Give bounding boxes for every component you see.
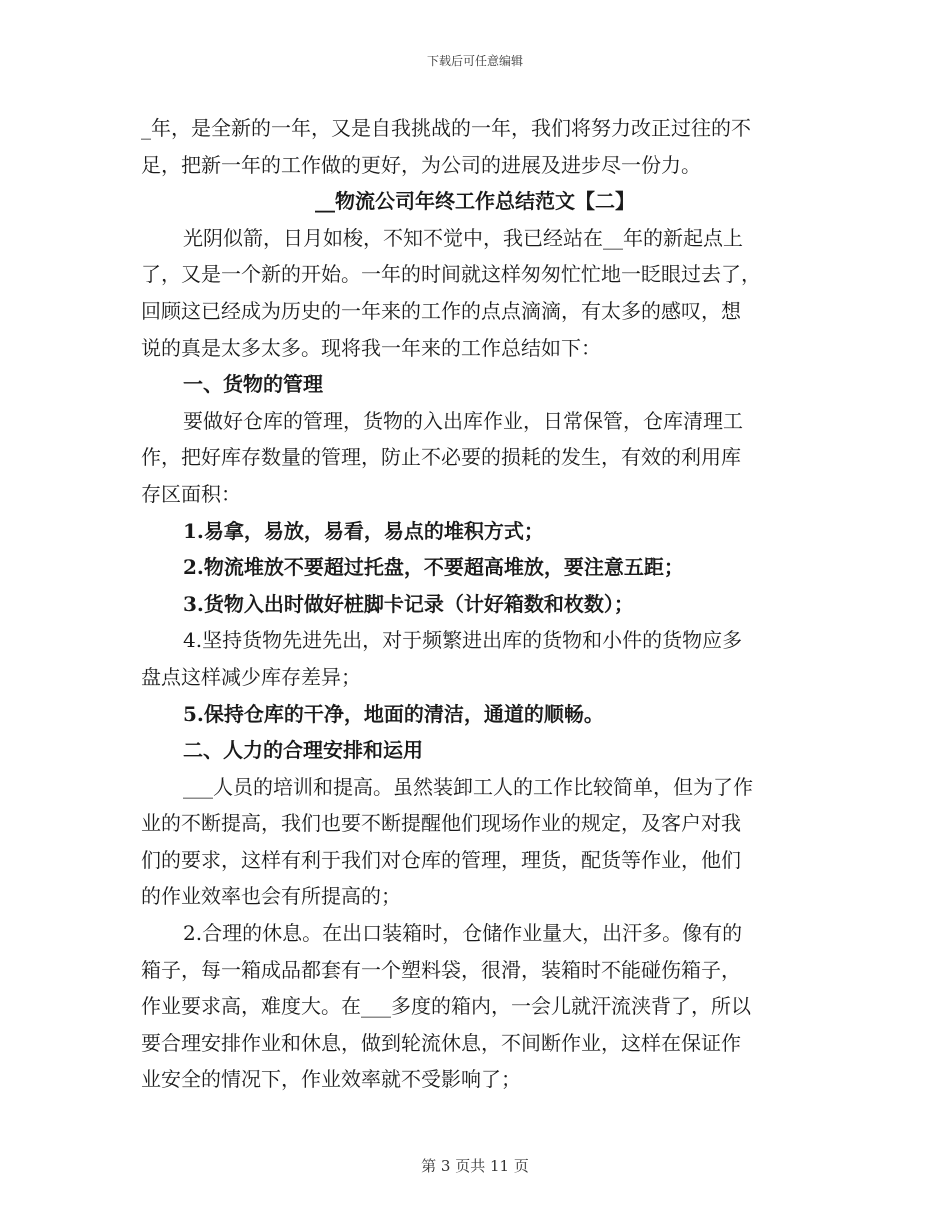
text-line: 回顾这已经成为历史的一年来的工作的点点滴滴，有太多的感叹，想 [141,298,741,323]
text-line: 光阴似箭，日月如梭，不知不觉中，我已经站在__年的新起点上 [183,225,743,250]
text-line: 的作业效率也会有所提高的； [141,884,401,909]
list-item: 3.货物入出时做好桩脚卡记录（计好箱数和枚数）； [183,591,634,616]
section-title: __物流公司年终工作总结范文【二】 [315,189,635,214]
section-heading: 一、货物的管理 [183,372,323,397]
text-line: 说的真是太多太多。现将我一年来的工作总结如下： [141,335,601,360]
list-item: 2.合理的休息。在出口装箱时，仓储作业量大，出汗多。像有的 [183,921,743,946]
text-line: 足，把新一年的工作做的更好，为公司的进展及进步尽一份力。 [141,152,701,177]
text-line: 业安全的情况下，作业效率就不受影响了； [141,1067,521,1092]
list-item: 4.坚持货物先进先出，对于频繁进出库的货物和小件的货物应多 [183,628,743,653]
text-line: 作业要求高，难度大。在___多度的箱内，一会儿就汗流浃背了，所以 [141,994,751,1019]
text-line: 要合理安排作业和休息，做到轮流休息，不间断作业，这样在保证作 [141,1030,741,1055]
text-line: 存区面积： [141,481,241,506]
text-line: 要做好仓库的管理，货物的入出库作业，日常保管，仓库清理工 [183,408,743,433]
page-header: 下载后可任意编辑 [426,54,523,68]
text-line: 们的要求，这样有利于我们对仓库的管理，理货，配货等作业，他们 [141,847,741,872]
text-line: 作，把好库存数量的管理，防止不必要的损耗的发生，有效的利用库 [141,445,741,470]
document-body [141,110,809,1098]
list-item: 5.保持仓库的干净，地面的清洁，通道的顺畅。 [183,701,604,726]
list-item: 1.易拿，易放，易看，易点的堆积方式； [183,518,544,543]
text-line: ___人员的培训和提高。虽然装卸工人的工作比较简单，但为了作 [183,774,753,799]
text-line: 盘点这样减少库存差异； [141,664,361,689]
text-line: 业的不断提高，我们也要不断提醒他们现场作业的规定，及客户对我 [141,811,741,836]
page-footer: 第 3 页共 11 页 [421,1157,529,1175]
text-line: _年，是全新的一年，又是自我挑战的一年，我们将努力改正过往的不 [141,116,751,140]
text-line: 箱子，每一箱成品都套有一个塑料袋，很滑，装箱时不能碰伤箱子， [141,957,741,982]
text-line: 了，又是一个新的开始。一年的时间就这样匆匆忙忙地一眨眼过去了， [141,262,761,287]
section-heading: 二、人力的合理安排和运用 [183,738,423,763]
list-item: 2.物流堆放不要超过托盘，不要超高堆放，要注意五距； [183,555,684,580]
